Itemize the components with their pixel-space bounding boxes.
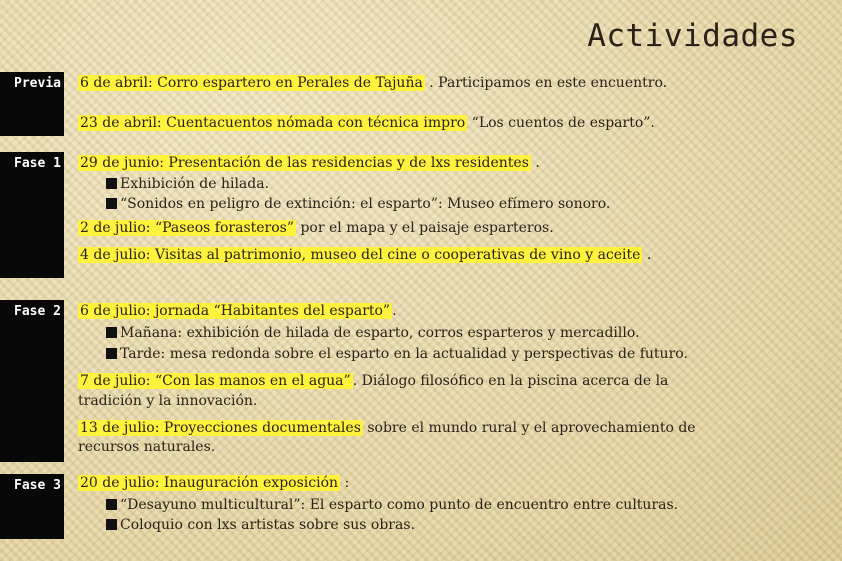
activity-fase2-bullet-1: Mañana: exhibición de hilada de esparto, corros esparteros y mercadillo.: [106, 324, 639, 343]
activity-date-highlight: 4 de julio: Visitas al patrimonio, museo del cine o cooperativas de vino y aceite: [80, 247, 641, 263]
activity-text: . Diálogo filosófico en la piscina acerca de la: [352, 373, 669, 389]
activity-fase1-2: [78, 219, 554, 238]
activity-text: .: [392, 303, 397, 319]
activity-fase2-bullet-2: Tarde: mesa redonda sobre el esparto en la actualidad y perspectivas de futuro.: [106, 345, 688, 364]
activity-date-highlight: 2 de julio: “Paseos forasteros”: [80, 220, 294, 236]
activity-fase3-bullet-1: “Desayuno multicultural”: El esparto como punto de encuentro entre culturas.: [106, 496, 678, 515]
activity-text: :: [340, 475, 350, 491]
square-bullet-icon: [106, 327, 117, 338]
square-bullet-icon: [106, 499, 117, 510]
activity-fase2-2: [78, 372, 668, 391]
activity-fase2-1: [78, 302, 397, 321]
page-title: Actividades: [587, 18, 798, 54]
activity-text: .: [530, 155, 540, 171]
square-bullet-icon: [106, 198, 117, 209]
activity-previa-2: [78, 114, 655, 133]
activity-date-highlight: 7 de julio: “Con las manos en el agua”: [80, 373, 351, 389]
phase-label-fase1: Fase 1: [0, 152, 64, 278]
phase-label-fase3: Fase 3: [0, 474, 64, 539]
activity-fase2-3-cont: recursos naturales.: [78, 439, 216, 455]
activity-fase3-1: [78, 474, 349, 493]
activity-fase1-bullet-2: “Sonidos en peligro de extinción: el esparto”: Museo efímero sonoro.: [106, 195, 610, 214]
activity-previa-1: [78, 74, 667, 93]
activity-date-highlight: 20 de julio: Inauguración exposición: [80, 475, 339, 491]
activity-fase1-1: [78, 154, 540, 173]
activity-fase2-2-cont: tradición y la innovación.: [78, 393, 258, 409]
activity-date-highlight: 29 de junio: Presentación de las residencias y de lxs residentes: [80, 155, 529, 171]
activity-date-highlight: 13 de julio: Proyecciones documentales: [80, 420, 361, 436]
activity-text: por el mapa y el paisaje esparteros.: [296, 220, 554, 236]
activity-text: “Los cuentos de esparto”.: [467, 115, 655, 131]
activity-fase3-bullet-2: Coloquio con lxs artistas sobre sus obras.: [106, 516, 415, 535]
phase-label-previa: Previa: [0, 72, 64, 136]
activity-text: .: [642, 247, 652, 263]
square-bullet-icon: [106, 178, 117, 189]
square-bullet-icon: [106, 519, 117, 530]
activity-fase1-bullet-1: Exhibición de hilada.: [106, 175, 269, 194]
activity-date-highlight: 6 de julio: jornada “Habitantes del esparto”: [80, 303, 391, 319]
activity-date-highlight: 23 de abril: Cuentacuentos nómada con técnica impro: [80, 115, 466, 131]
square-bullet-icon: [106, 348, 117, 359]
activity-fase1-3: [78, 246, 651, 265]
activity-date-highlight: 6 de abril: Corro espartero en Perales de Tajuña: [80, 75, 423, 91]
activity-text: . Participamos en este encuentro.: [424, 75, 668, 91]
activity-fase2-3: [78, 419, 696, 438]
phase-label-fase2: Fase 2: [0, 300, 64, 462]
activity-text: sobre el mundo rural y el aprovechamiento de: [362, 420, 696, 436]
